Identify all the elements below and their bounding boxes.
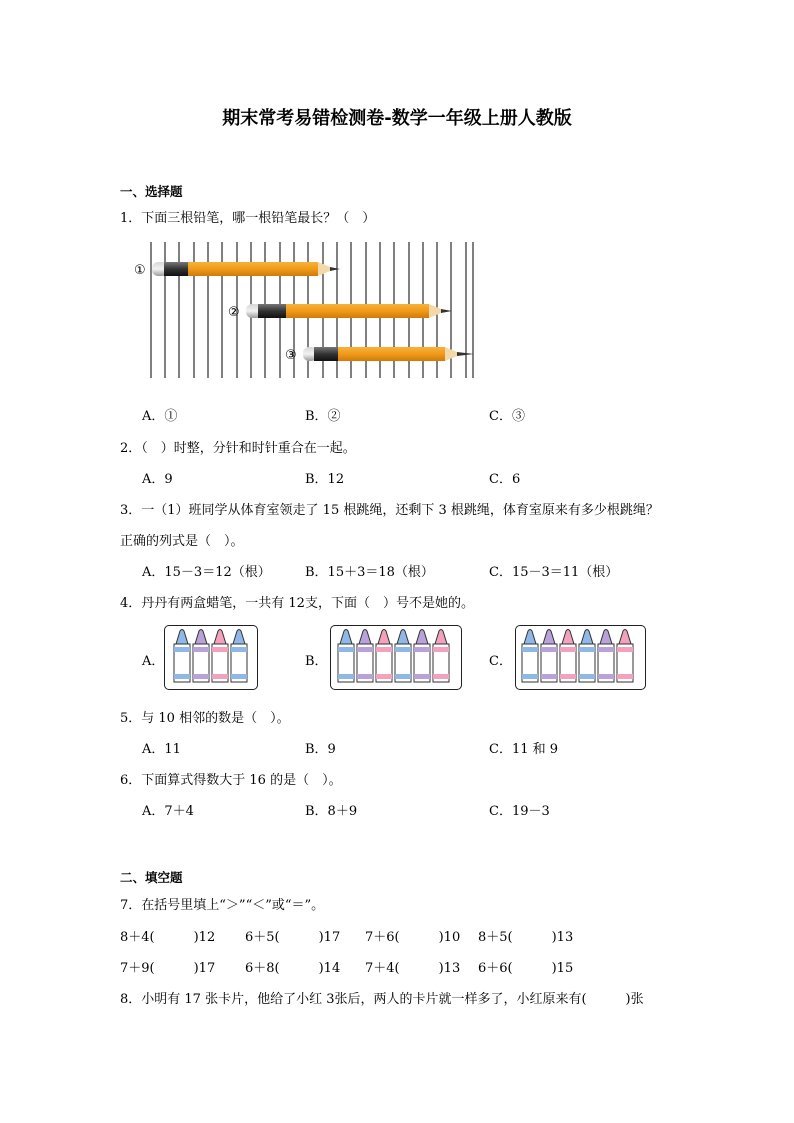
crayon [598, 630, 614, 683]
q2-option-c[interactable]: C．6 [489, 472, 521, 487]
q1-option-b[interactable]: B．② [305, 409, 341, 424]
question-3-line-1: 3．一（1）班同学从体育室领走了 15 根跳绳，还剩下 3 根跳绳，体育室原来有多少根跳绳？ [120, 503, 659, 518]
q5-option-c[interactable]: C．11 和 9 [489, 742, 559, 757]
question-4: 4．丹丹有两盒蜡笔，一共有 12支，下面（ ）号不是她的。 [120, 596, 474, 611]
q7-item-2[interactable]: 6＋5( )17 [245, 930, 341, 945]
pencil-2 [246, 304, 452, 318]
question-2: 2．（ ）时整，分针和时针重合在一起。 [120, 441, 356, 456]
question-6: 6．下面算式得数大于 16 的是（ ）。 [120, 773, 342, 788]
q1-option-a[interactable]: A．① [142, 409, 178, 424]
q7-item-7[interactable]: 7＋4( )13 [365, 961, 461, 976]
section-heading-choice: 一、选择题 [120, 184, 183, 199]
q7-item-6[interactable]: 6＋8( )14 [245, 961, 341, 976]
crayon [376, 630, 392, 683]
q3-option-b[interactable]: B．15＋3＝18（根） [305, 565, 434, 580]
crayon [174, 630, 190, 683]
q4-option-a[interactable]: A． [142, 654, 165, 669]
crayon [395, 630, 411, 683]
crayon [338, 630, 354, 683]
q1-option-c[interactable]: C．③ [489, 409, 525, 424]
question-7: 7．在括号里填上“＞”“＜”或“＝”。 [120, 898, 325, 913]
q2-option-a[interactable]: A．9 [142, 472, 173, 487]
question-8[interactable]: 8．小明有 17 张卡片，他给了小红 3张后，两人的卡片就一样多了，小红原来有( )张 [120, 992, 644, 1007]
q6-option-b[interactable]: B．8＋9 [305, 804, 358, 819]
pencil-label-2: ② [228, 305, 240, 320]
q7-item-5[interactable]: 7＋9( )17 [120, 961, 216, 976]
crayon [541, 630, 557, 683]
q5-option-b[interactable]: B．9 [305, 742, 336, 757]
q6-option-a[interactable]: A．7＋4 [142, 804, 194, 819]
question-1: 1．下面三根铅笔，哪一根铅笔最长？（ ） [120, 211, 376, 226]
pencil-3 [303, 347, 474, 361]
question-5: 5．与 10 相邻的数是（ ）。 [120, 711, 290, 726]
q3-option-a[interactable]: A．15－3＝12（根） [142, 565, 271, 580]
pencil-figure [130, 240, 490, 380]
crayon [414, 630, 430, 683]
pencil-label-3: ③ [285, 348, 297, 363]
crayon [357, 630, 373, 683]
pencil-1 [152, 262, 340, 276]
question-3-line-2: 正确的列式是（ ）。 [120, 534, 244, 549]
crayon [231, 630, 247, 683]
q7-item-3[interactable]: 7＋6( )10 [365, 930, 461, 945]
pencil-label-1: ① [134, 263, 146, 278]
crayon [433, 630, 449, 683]
crayon [522, 630, 538, 683]
q7-item-8[interactable]: 6＋6( )15 [478, 961, 574, 976]
q7-item-1[interactable]: 8＋4( )12 [120, 930, 216, 945]
crayons-c [520, 628, 640, 686]
section-heading-fill: 二、填空题 [120, 870, 183, 885]
q2-option-b[interactable]: B．12 [305, 472, 345, 487]
page-title: 期末常考易错检测卷-数学一年级上册人教版 [222, 108, 572, 129]
q3-option-c[interactable]: C．15－3＝11（根） [489, 565, 619, 580]
q4-option-c[interactable]: C． [489, 654, 512, 669]
crayons-a [170, 628, 252, 686]
crayons-b [336, 628, 456, 686]
q7-item-4[interactable]: 8＋5( )13 [478, 930, 574, 945]
q4-option-b[interactable]: B． [305, 654, 328, 669]
crayon [579, 630, 595, 683]
q6-option-c[interactable]: C．19－3 [489, 804, 550, 819]
q5-option-a[interactable]: A．11 [142, 742, 181, 757]
crayon [560, 630, 576, 683]
crayon [193, 630, 209, 683]
crayon [617, 630, 633, 683]
crayon [212, 630, 228, 683]
